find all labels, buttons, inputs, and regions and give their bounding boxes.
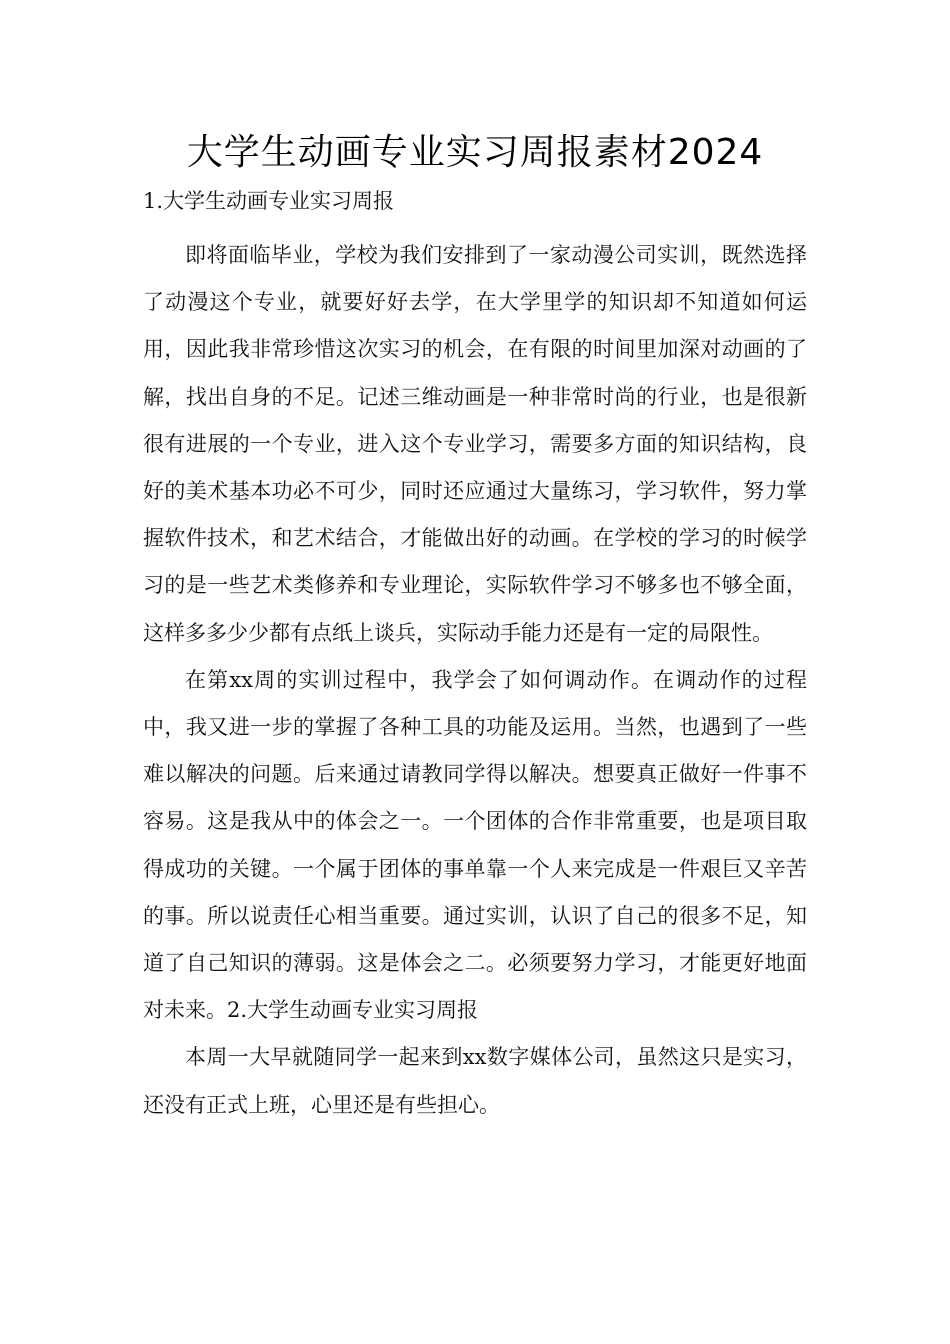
section-heading: 1.大学生动画专业实习周报 [143, 189, 395, 213]
document-body [143, 232, 807, 1129]
paragraph: 即将面临毕业，学校为我们安排到了一家动漫公司实训，既然选择了动漫这个专业，就要好好去学，在大学里学的知识却不知道如何运用，因此我非常珍惜这次实习的机会，在有限的时间里加深对动画的了解，找出自身的不足。记述三维动画是一种非常时尚的行业，也是很新很有进展的一个专业，进入这个专业学习，需要多方面的知识结构，良好的美术基本功必不可少，同时还应通过大量练习，学习软件，努力掌握软件技术，和艺术结合，才能做出好的动画。在学校的学习的时候学习的是一些艺术类修养和专业理论，实际软件学习不够多也不够全面，这样多多少少都有点纸上谈兵，实际动手能力还是有一定的局限性。 [143, 243, 807, 645]
paragraph: 在第xx周的实训过程中，我学会了如何调动作。在调动作的过程中，我又进一步的掌握了各种工具的功能及运用。当然，也遇到了一些难以解决的问题。后来通过请教同学得以解决。想要真正做好一件事不容易。这是我从中的体会之一。一个团体的合作非常重要，也是项目取得成功的关键。一个属于团体的事单靠一个人来完成是一件艰巨又辛苦的事。所以说责任心相当重要。通过实训，认识了自己的很多不足，知道了自己知识的薄弱。这是体会之二。必须要努力学习，才能更好地面对未来。2.大学生动画专业实习周报 [143, 667, 807, 1023]
document-title: 大学生动画专业实习周报素材2024 [186, 132, 764, 173]
paragraph: 本周一大早就随同学一起来到xx数字媒体公司，虽然这只是实习，还没有正式上班，心里还是有些担心。 [143, 1045, 807, 1117]
